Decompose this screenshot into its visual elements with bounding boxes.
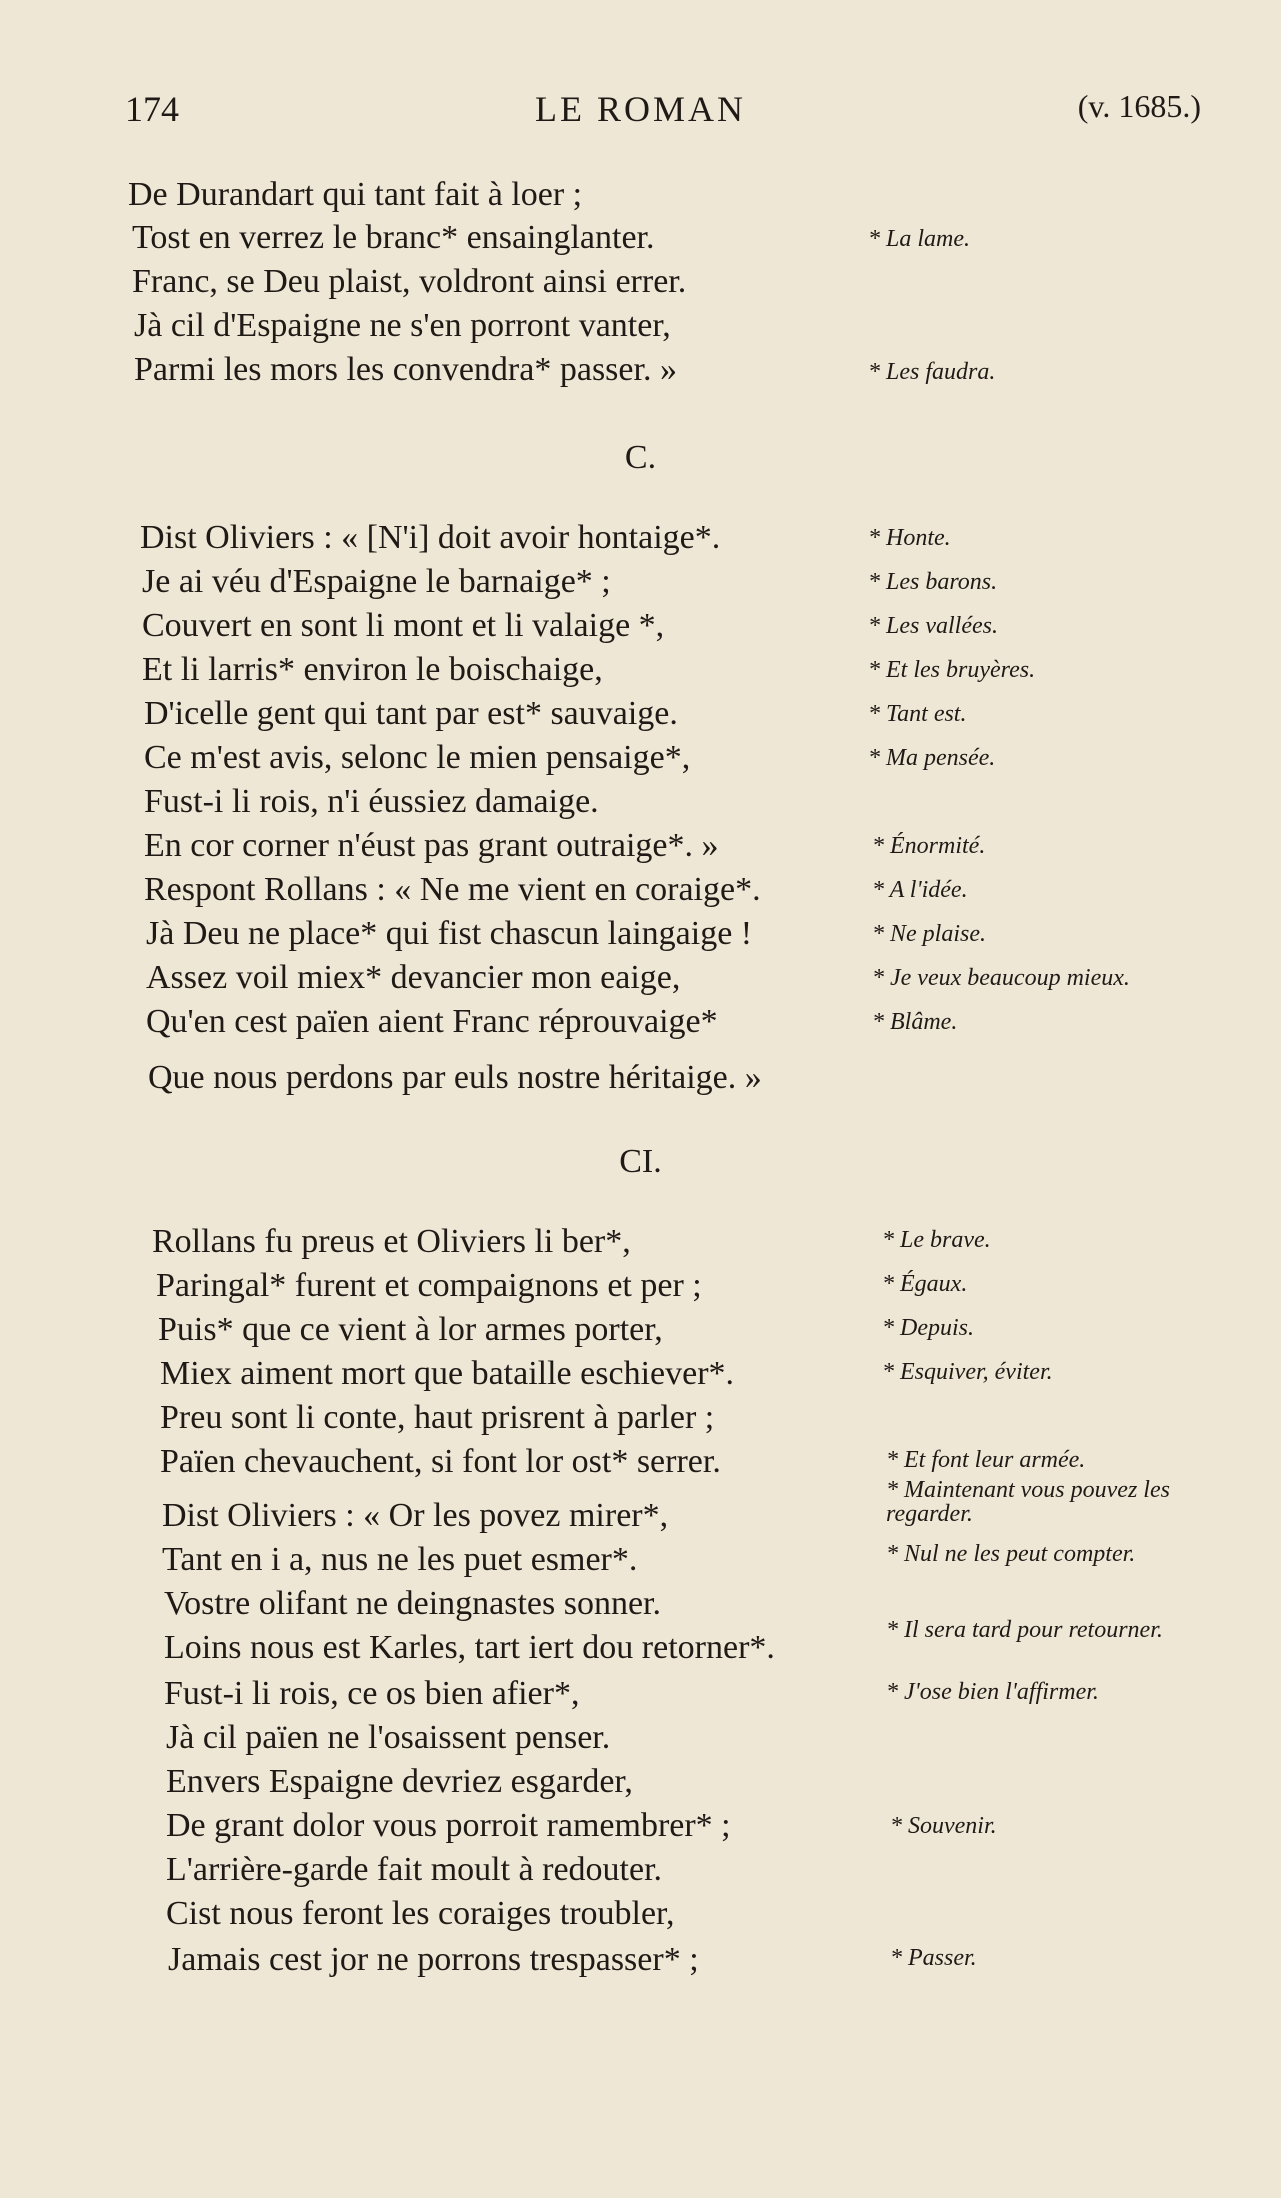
verse-line: De Durandart qui tant fait à loer ; bbox=[128, 176, 583, 213]
gloss-note: * Le brave. bbox=[882, 1227, 991, 1253]
verse-line: De grant dolor vous porroit ramembrer* ; bbox=[166, 1807, 731, 1844]
stanza-heading: C. bbox=[624, 439, 657, 476]
gloss-note: * Et font leur armée. bbox=[886, 1447, 1086, 1473]
gloss-note: * Je veux beaucoup mieux. bbox=[872, 965, 1130, 991]
gloss-note: * Esquiver, éviter. bbox=[882, 1359, 1053, 1385]
verse-line: Et li larris* environ le boischaige, bbox=[142, 651, 603, 688]
verse-line: Respont Rollans : « Ne me vient en coraige*. bbox=[144, 871, 761, 908]
verse-line: Jà cil d'Espaigne ne s'en porront vanter, bbox=[134, 307, 671, 344]
gloss-note: * Égaux. bbox=[882, 1271, 968, 1297]
verse-reference: (v. 1685.) bbox=[1077, 88, 1201, 124]
gloss-note: * Depuis. bbox=[882, 1315, 974, 1341]
gloss-note: * Passer. bbox=[890, 1945, 977, 1971]
verse-line: Fust-i li rois, ce os bien afier*, bbox=[164, 1675, 580, 1712]
verse-line: Tant en i a, nus ne les puet esmer*. bbox=[162, 1541, 638, 1578]
gloss-note: * Les barons. bbox=[868, 569, 998, 595]
gloss-note: * Les faudra. bbox=[868, 359, 996, 385]
gloss-note: * Énormité. bbox=[872, 833, 986, 859]
verse-line: Preu sont li conte, haut prisrent à parler ; bbox=[160, 1399, 715, 1436]
gloss-note: * La lame. bbox=[868, 226, 970, 252]
gloss-note: * Honte. bbox=[868, 525, 951, 551]
verse-line: Jamais cest jor ne porrons trespasser* ; bbox=[168, 1941, 699, 1978]
gloss-note: * Ma pensée. bbox=[868, 745, 996, 771]
verse-line: En cor corner n'éust pas grant outraige*. » bbox=[144, 827, 719, 864]
verse-line: Assez voil miex* devancier mon eaige, bbox=[146, 959, 681, 996]
verse-line: Parmi les mors les convendra* passer. » bbox=[134, 351, 677, 388]
verse-line: Païen chevauchent, si font lor ost* serrer. bbox=[160, 1443, 721, 1480]
verse-line: Dist Oliviers : « Or les povez mirer*, bbox=[162, 1497, 669, 1534]
verse-line: Franc, se Deu plaist, voldront ainsi errer. bbox=[132, 263, 687, 300]
verse-line: Loins nous est Karles, tart iert dou retorner*. bbox=[164, 1629, 775, 1666]
gloss-note: * Maintenant vous pouvez les regarder. bbox=[886, 1477, 1170, 1527]
verse-line: Vostre olifant ne deingnastes sonner. bbox=[164, 1585, 662, 1622]
verse-line: Jà cil païen ne l'osaissent penser. bbox=[166, 1719, 611, 1756]
gloss-note: * Blâme. bbox=[872, 1009, 958, 1035]
running-title: LE ROMAN bbox=[535, 89, 746, 129]
verse-line: Couvert en sont li mont et li valaige *, bbox=[142, 607, 665, 644]
verse-line: Cist nous feront les coraiges troubler, bbox=[166, 1895, 675, 1932]
stanza-heading: CI. bbox=[619, 1143, 662, 1180]
gloss-note: * Et les bruyères. bbox=[868, 657, 1036, 683]
verse-line: Que nous perdons par euls nostre héritaige. » bbox=[148, 1059, 762, 1096]
gloss-note: * J'ose bien l'affirmer. bbox=[886, 1679, 1099, 1705]
verse-line: L'arrière-garde fait moult à redouter. bbox=[166, 1851, 663, 1888]
verse-line: Qu'en cest païen aient Franc réprouvaige* bbox=[146, 1003, 718, 1040]
page-number: 174 bbox=[125, 89, 179, 129]
verse-line: Fust-i li rois, n'i éussiez damaige. bbox=[144, 783, 599, 820]
verse-line: Envers Espaigne devriez esgarder, bbox=[166, 1763, 633, 1800]
verse-line: Jà Deu ne place* qui fist chascun laingaige ! bbox=[146, 915, 753, 952]
verse-line: D'icelle gent qui tant par est* sauvaige. bbox=[144, 695, 678, 732]
verse-line: Rollans fu preus et Oliviers li ber*, bbox=[152, 1223, 631, 1260]
verse-line: Miex aiment mort que bataille eschiever*. bbox=[160, 1355, 735, 1392]
gloss-note: * Ne plaise. bbox=[872, 921, 986, 947]
gloss-note: * Tant est. bbox=[868, 701, 967, 727]
verse-line: Ce m'est avis, selonc le mien pensaige*, bbox=[144, 739, 691, 776]
gloss-note: * Les vallées. bbox=[868, 613, 998, 639]
verse-line: Tost en verrez le branc* ensainglanter. bbox=[132, 219, 655, 256]
verse-line: Dist Oliviers : « [N'i] doit avoir hontaige*. bbox=[140, 519, 721, 556]
gloss-note: * Il sera tard pour retourner. bbox=[886, 1617, 1163, 1643]
gloss-note: * Nul ne les peut compter. bbox=[886, 1541, 1136, 1567]
gloss-note: * Souvenir. bbox=[890, 1813, 997, 1839]
verse-line: Paringal* furent et compaignons et per ; bbox=[156, 1267, 702, 1304]
verse-line: Puis* que ce vient à lor armes porter, bbox=[158, 1311, 663, 1348]
gloss-note: * A l'idée. bbox=[872, 877, 968, 903]
verse-line: Je ai véu d'Espaigne le barnaige* ; bbox=[142, 563, 611, 600]
